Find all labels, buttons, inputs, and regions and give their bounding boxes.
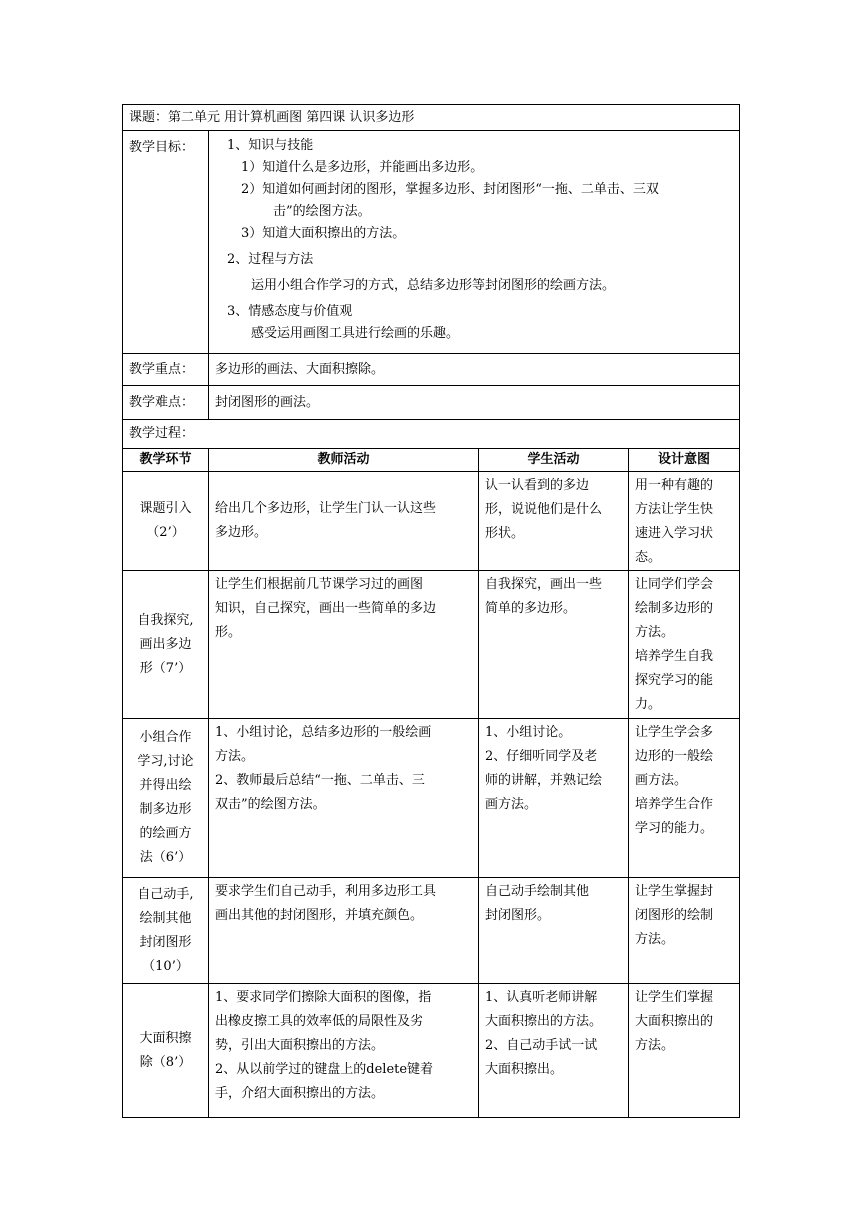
student-cell-line: 大面积擦出的方法。 [485, 1014, 603, 1029]
stage-cell-line: 课题引入 [139, 501, 192, 516]
intent-cell [629, 719, 740, 878]
stage-cell-line: 制多边形 [139, 802, 192, 817]
teacher-cell-line: 势，引出大面积擦出的方法。 [215, 1038, 385, 1053]
stage-cell-line: （10’） [142, 958, 189, 974]
teacher-cell-line: 多边形。 [215, 525, 268, 540]
objectives-content [209, 131, 740, 354]
teacher-cell-line: 双击”的绘图方法。 [215, 797, 326, 812]
intent-cell-line: 画方法。 [635, 773, 688, 788]
process-row [123, 571, 740, 719]
objective-line: 3）知道大面积擦出的方法。 [241, 226, 406, 241]
objectives-label: 教学目标： [123, 131, 209, 354]
teacher-cell-line: 要求学生们自己动手，利用多边形工具 [215, 884, 437, 899]
difficulty-label: 教学难点： [123, 386, 209, 420]
student-cell-line: 1、认真听老师讲解 [485, 990, 598, 1005]
intent-cell-line: 探究学习的能 [635, 673, 714, 688]
process-row [123, 984, 740, 1118]
difficulty-value: 封闭图形的画法。 [209, 386, 740, 420]
intent-cell [629, 472, 740, 571]
header-student: 学生活动 [479, 449, 629, 472]
intent-cell-line: 让学生们掌握 [635, 990, 714, 1005]
intent-cell-line: 边形的一般绘 [635, 749, 714, 764]
teacher-cell-line: 方法。 [215, 749, 255, 764]
objective-line: 1、知识与技能 [227, 138, 314, 153]
student-cell-line: 自己动手绘制其他 [485, 884, 590, 899]
teacher-cell-line: 让学生们根据前几节课学习过的画图 [215, 577, 424, 592]
process-rows [123, 472, 740, 1118]
teacher-cell-line: 1、小组讨论，总结多边形的一般绘画 [215, 725, 432, 740]
intent-cell-line: 态。 [635, 550, 662, 565]
objective-line: 3、情感态度与价值观 [227, 304, 353, 319]
stage-cell-line: 学习,讨论 [137, 754, 194, 769]
stage-cell-line: 形（7’） [139, 660, 192, 676]
header-teacher: 教师活动 [209, 449, 479, 472]
student-cell [479, 571, 629, 719]
student-cell-line: 封闭图形。 [485, 908, 551, 923]
process-label: 教学过程： [123, 420, 740, 449]
intent-cell [629, 571, 740, 719]
student-cell-line: 2、仔细听同学及老 [485, 749, 598, 764]
teacher-cell [209, 472, 479, 571]
objective-line: 运用小组合作学习的方式，总结多边形等封闭图形的绘画方法。 [251, 278, 616, 293]
intent-cell-line: 方法。 [635, 932, 675, 947]
process-row [123, 472, 740, 571]
stage-cell-line: 封闭图形 [139, 934, 192, 950]
intent-cell-line: 方法。 [635, 1038, 675, 1053]
student-cell-line: 简单的多边形。 [485, 601, 577, 616]
intent-cell-line: 让同学们学会 [635, 577, 714, 592]
teacher-cell [209, 984, 479, 1118]
stage-cell-line: 大面积擦 [139, 1030, 192, 1046]
student-cell [479, 878, 629, 984]
stage-cell [123, 719, 209, 878]
lesson-plan-table [122, 104, 740, 1118]
student-cell-line: 自我探究，画出一些 [485, 577, 603, 592]
stage-cell-line: 除（8’） [139, 1054, 192, 1070]
teacher-cell-line: 2、从以前学过的键盘上的delete键着 [215, 1062, 434, 1077]
objective-line: 2）知道如何画封闭的图形，掌握多边形、封闭图形“一拖、二单击、三双 [241, 182, 659, 197]
intent-cell-line: 力。 [635, 697, 662, 712]
key-point-value: 多边形的画法、大面积擦除。 [209, 354, 740, 386]
stage-cell [123, 984, 209, 1118]
intent-cell-line: 速进入学习状 [635, 526, 714, 541]
student-cell-line: 大面积擦出。 [485, 1062, 564, 1077]
objective-line: 击”的绘图方法。 [273, 204, 371, 219]
student-cell-line: 形状。 [485, 526, 525, 541]
teacher-cell-line: 给出几个多边形，让学生门认一认这些 [215, 501, 437, 516]
intent-cell-line: 绘制多边形的 [635, 601, 714, 616]
stage-cell-line: 法（6’） [139, 850, 192, 865]
stage-cell-line: （2’） [146, 525, 185, 540]
intent-cell-line: 让学生学会多 [635, 725, 714, 740]
student-cell-line: 画方法。 [485, 797, 538, 812]
process-row [123, 719, 740, 878]
stage-cell-line: 小组合作 [139, 730, 192, 745]
student-cell-line: 师的讲解，并熟记绘 [485, 773, 603, 788]
student-cell [479, 719, 629, 878]
objective-line: 2、过程与方法 [227, 252, 314, 267]
intent-cell [629, 984, 740, 1118]
stage-cell [123, 472, 209, 571]
intent-cell [629, 878, 740, 984]
header-stage: 教学环节 [123, 449, 209, 472]
stage-cell [123, 878, 209, 984]
teacher-cell-line: 画出其他的封闭图形，并填充颜色。 [215, 908, 424, 923]
stage-cell-line: 画出多边 [139, 636, 192, 652]
teacher-cell-line: 形。 [215, 625, 242, 640]
objective-line: 1）知道什么是多边形，并能画出多边形。 [241, 160, 484, 175]
title-cell: 课题：第二单元 用计算机画图 第四课 认识多边形 [123, 105, 740, 131]
student-cell-line: 认一认看到的多边 [485, 478, 590, 493]
teacher-cell-line: 手，介绍大面积擦出的方法。 [215, 1086, 385, 1101]
teacher-cell [209, 719, 479, 878]
intent-cell-line: 大面积擦出的 [635, 1014, 714, 1029]
intent-cell-line: 培养学生自我 [635, 649, 714, 664]
intent-cell-line: 学习的能力。 [635, 821, 714, 836]
student-cell-line: 1、小组讨论。 [485, 725, 572, 740]
stage-cell-line: 自我探究, [137, 612, 194, 628]
stage-cell-line: 绘制其他 [139, 910, 192, 926]
stage-cell-line: 并得出绘 [139, 778, 192, 793]
student-cell-line: 形，说说他们是什么 [485, 502, 603, 517]
header-intent: 设计意图 [629, 449, 740, 472]
teacher-cell-line: 知识，自己探究，画出一些简单的多边 [215, 601, 437, 616]
lesson-plan [122, 104, 739, 1118]
student-cell [479, 984, 629, 1118]
teacher-cell-line: 出橡皮擦工具的效率低的局限性及劣 [215, 1014, 424, 1029]
intent-cell-line: 方法让学生快 [635, 502, 714, 517]
intent-cell-line: 用一种有趣的 [635, 478, 714, 493]
intent-cell-line: 让学生掌握封 [635, 884, 714, 899]
student-cell [479, 472, 629, 571]
stage-cell [123, 571, 209, 719]
stage-cell-line: 自己动手, [137, 886, 194, 902]
stage-cell-line: 的绘画方 [139, 826, 192, 841]
intent-cell-line: 培养学生合作 [635, 797, 714, 812]
objective-line: 感受运用画图工具进行绘画的乐趣。 [251, 326, 460, 341]
intent-cell-line: 方法。 [635, 625, 675, 640]
teacher-cell-line: 1、要求同学们擦除大面积的图像，指 [215, 990, 432, 1005]
teacher-cell [209, 878, 479, 984]
teacher-cell-line: 2、教师最后总结“一拖、二单击、三 [215, 773, 425, 788]
teacher-cell [209, 571, 479, 719]
process-row [123, 878, 740, 984]
intent-cell-line: 闭图形的绘制 [635, 908, 714, 923]
key-point-label: 教学重点： [123, 354, 209, 386]
student-cell-line: 2、自己动手试一试 [485, 1038, 598, 1053]
